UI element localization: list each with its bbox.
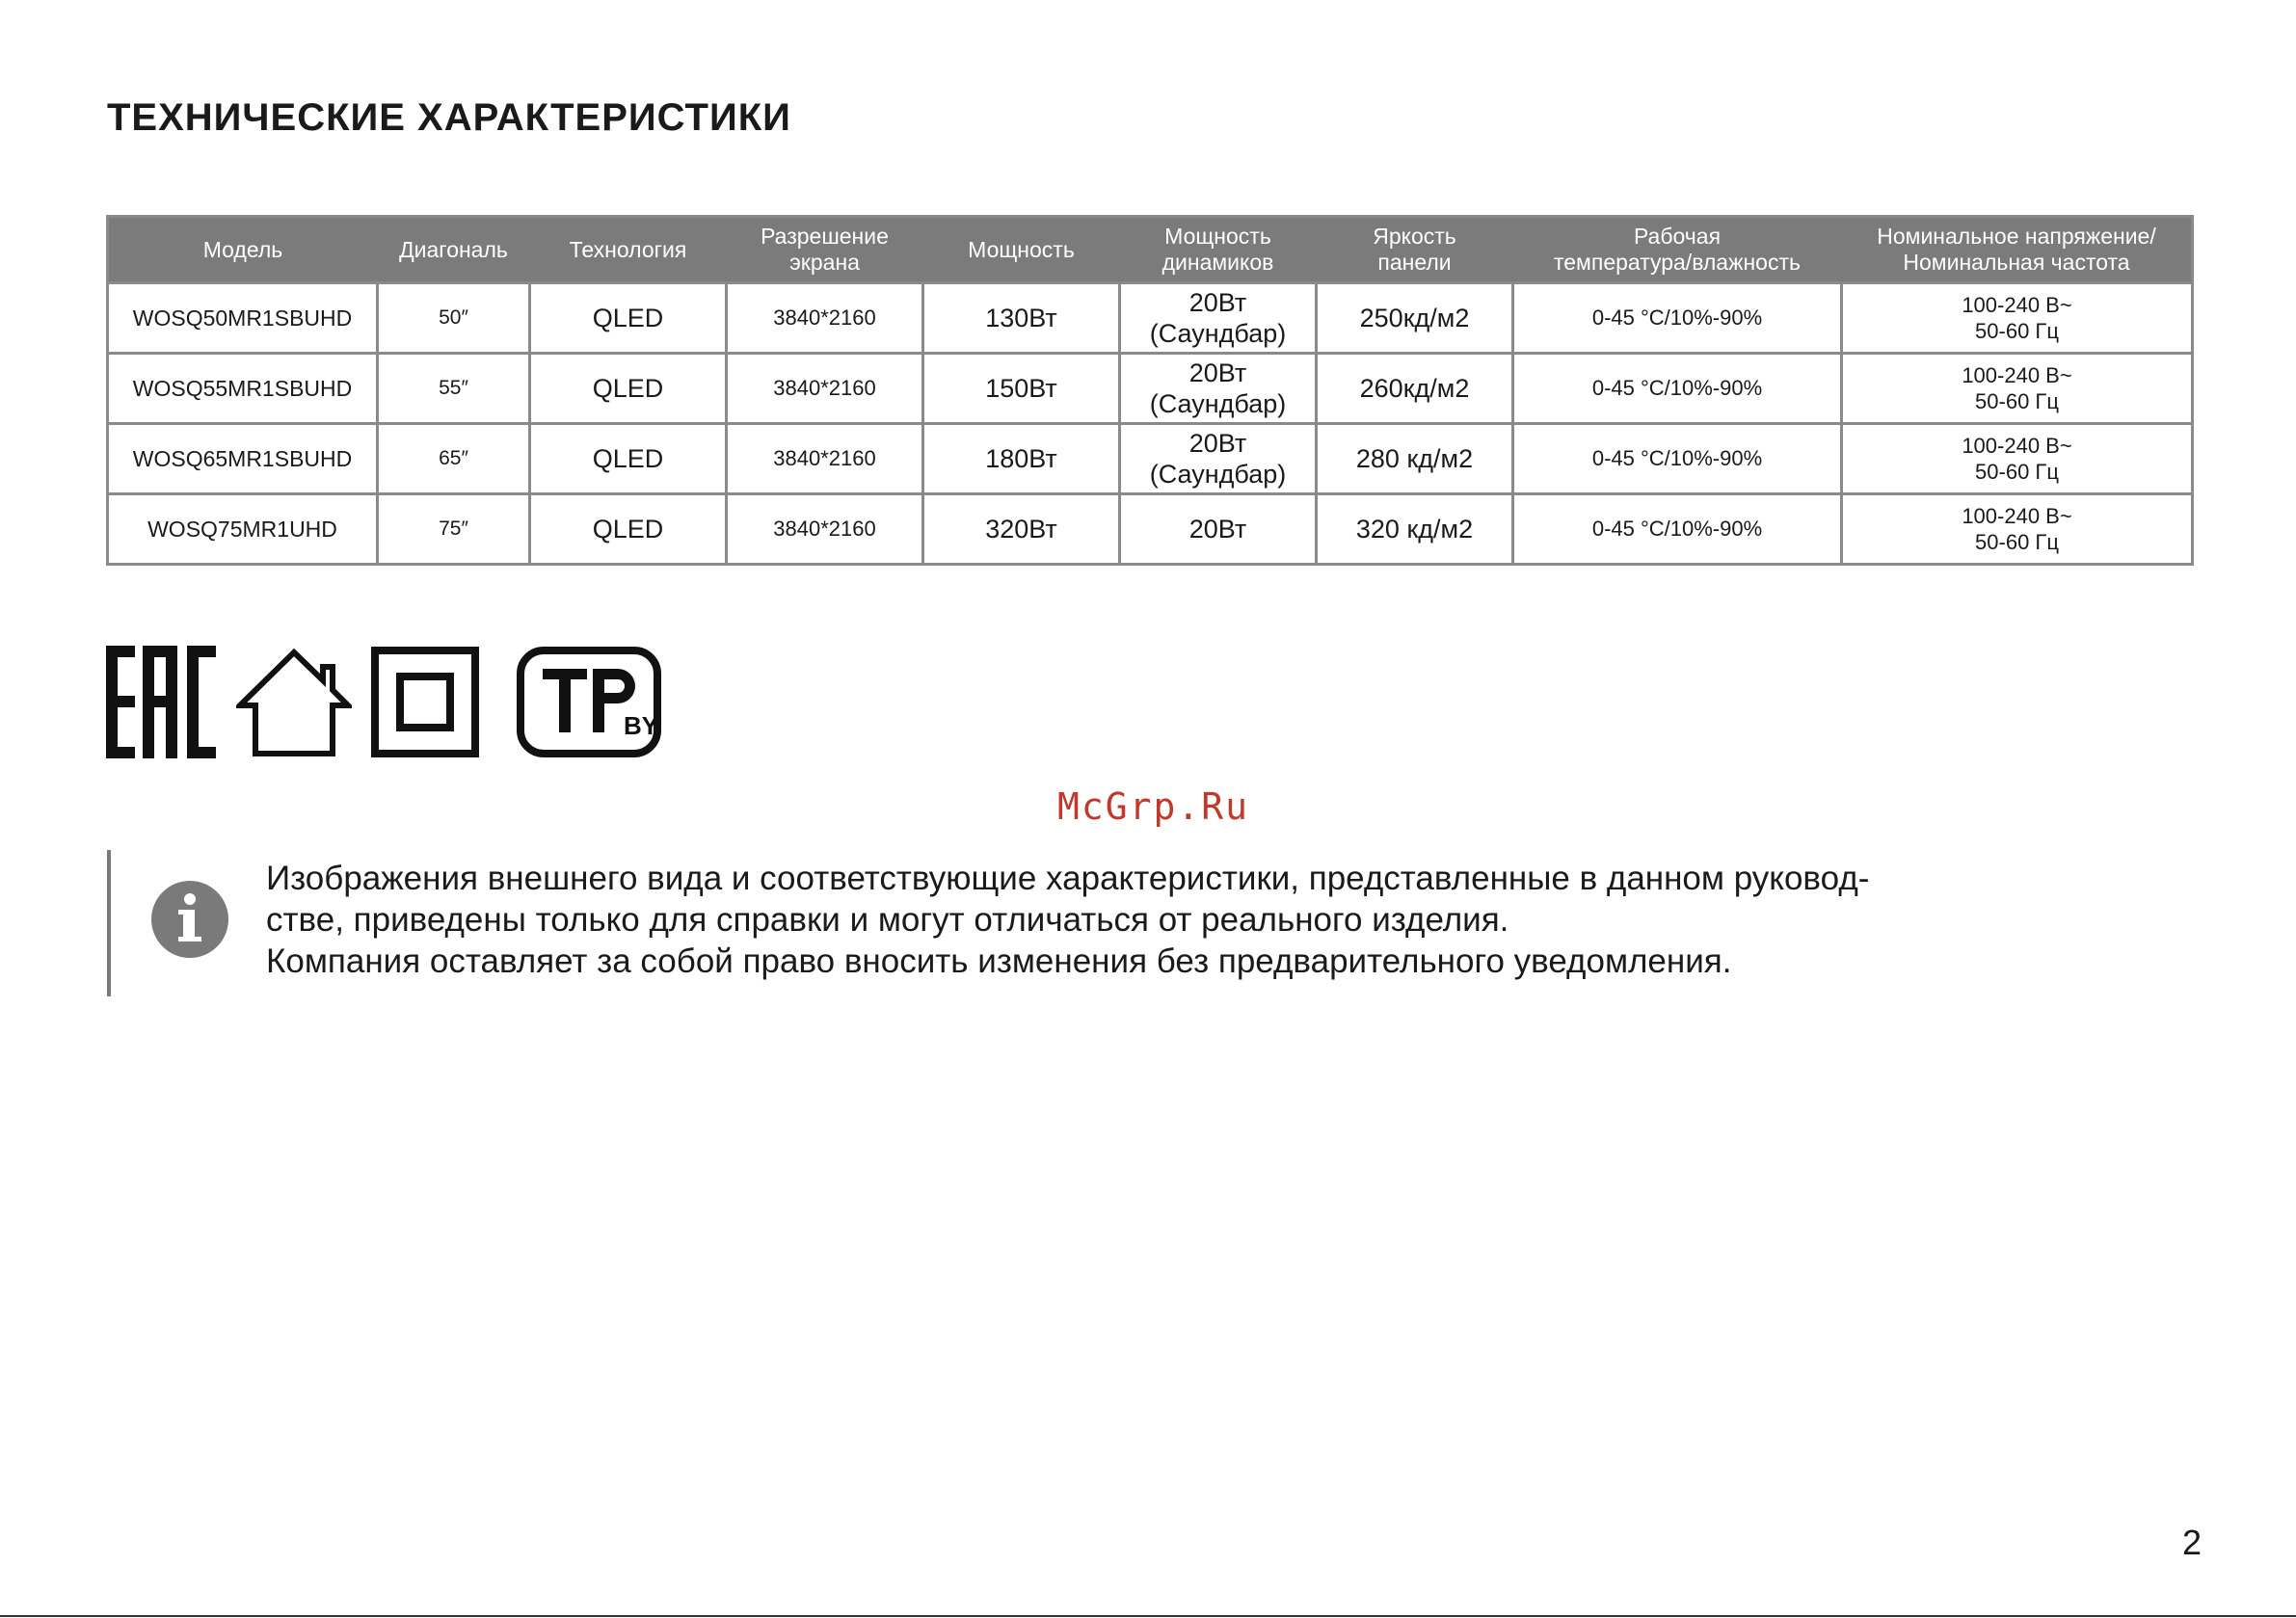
- cell-power: 130Вт: [923, 283, 1120, 354]
- cell-model: WOSQ65MR1SBUHD: [108, 424, 378, 494]
- cell-brightness: 260кд/м2: [1317, 354, 1513, 424]
- note-line: Компания оставляет за собой право вносить изменения без предварительного уведомления.: [266, 942, 1732, 980]
- cell-brightness: 280 кд/м2: [1317, 424, 1513, 494]
- cell-brightness: 320 кд/м2: [1317, 494, 1513, 565]
- header-brightness: Яркость панели: [1317, 217, 1513, 283]
- cell-voltage-frequency: 100-240 В~ 50-60 Гц: [1842, 283, 2193, 354]
- cell-model: WOSQ75MR1UHD: [108, 494, 378, 565]
- header-technology: Технология: [530, 217, 727, 283]
- cell-diagonal: 75″: [378, 494, 530, 565]
- cell-operating-conditions: 0-45 °С/10%-90%: [1513, 424, 1842, 494]
- cell-resolution: 3840*2160: [727, 283, 923, 354]
- cell-resolution: 3840*2160: [727, 354, 923, 424]
- cell-technology: QLED: [530, 354, 727, 424]
- header-operating-conditions: Рабочая температура/влажность: [1513, 217, 1842, 283]
- header-diagonal: Диагональ: [378, 217, 530, 283]
- header-voltage-frequency: Номинальное напряжение/ Номинальная частота: [1842, 217, 2193, 283]
- info-icon: [151, 881, 228, 958]
- header-model: Модель: [108, 217, 378, 283]
- cell-speaker-power: 20Вт: [1120, 494, 1317, 565]
- cell-resolution: 3840*2160: [727, 494, 923, 565]
- note-divider: [107, 850, 111, 996]
- cell-model: WOSQ55MR1SBUHD: [108, 354, 378, 424]
- note-line: стве, приведены только для справки и могут отличаться от реального изделия.: [266, 901, 1509, 939]
- house-icon: [236, 646, 352, 758]
- eac-mark-icon: [106, 646, 217, 758]
- header-power: Мощность: [923, 217, 1120, 283]
- disclaimer-note: [266, 858, 2155, 982]
- table-header-row: [108, 217, 2193, 283]
- note-line: Изображения внешнего вида и соответствующие характеристики, представленные в данном руковод-: [266, 860, 1870, 897]
- cell-power: 320Вт: [923, 494, 1120, 565]
- header-resolution: Разрешение экрана: [727, 217, 923, 283]
- cell-technology: QLED: [530, 283, 727, 354]
- cell-technology: QLED: [530, 494, 727, 565]
- tr-by-mark-icon: [516, 646, 662, 758]
- cell-diagonal: 65″: [378, 424, 530, 494]
- cell-diagonal: 55″: [378, 354, 530, 424]
- cell-technology: QLED: [530, 424, 727, 494]
- specs-table: [106, 215, 2194, 566]
- cell-operating-conditions: 0-45 °С/10%-90%: [1513, 494, 1842, 565]
- cell-operating-conditions: 0-45 °С/10%-90%: [1513, 354, 1842, 424]
- table-row: [108, 494, 2193, 565]
- double-square-icon: [371, 646, 479, 758]
- svg-text:BY: BY: [624, 711, 659, 740]
- page-title: ТЕХНИЧЕСКИЕ ХАРАКТЕРИСТИКИ: [107, 96, 791, 139]
- cell-model: WOSQ50MR1SBUHD: [108, 283, 378, 354]
- cell-speaker-power: 20Вт (Саундбар): [1120, 424, 1317, 494]
- cell-operating-conditions: 0-45 °С/10%-90%: [1513, 283, 1842, 354]
- cell-speaker-power: 20Вт (Саундбар): [1120, 354, 1317, 424]
- cell-brightness: 250кд/м2: [1317, 283, 1513, 354]
- cell-voltage-frequency: 100-240 В~ 50-60 Гц: [1842, 424, 2193, 494]
- cell-resolution: 3840*2160: [727, 424, 923, 494]
- page-number: 2: [2182, 1523, 2203, 1562]
- cell-voltage-frequency: 100-240 В~ 50-60 Гц: [1842, 494, 2193, 565]
- cell-power: 180Вт: [923, 424, 1120, 494]
- header-speaker-power: Мощность динамиков: [1120, 217, 1317, 283]
- cell-voltage-frequency: 100-240 В~ 50-60 Гц: [1842, 354, 2193, 424]
- table-row: [108, 354, 2193, 424]
- cell-power: 150Вт: [923, 354, 1120, 424]
- bottom-rule: [0, 1615, 2296, 1617]
- cell-speaker-power: 20Вт (Саундбар): [1120, 283, 1317, 354]
- table-row: [108, 424, 2193, 494]
- cell-diagonal: 50″: [378, 283, 530, 354]
- table-row: [108, 283, 2193, 354]
- watermark: McGrp.Ru: [1057, 785, 1250, 828]
